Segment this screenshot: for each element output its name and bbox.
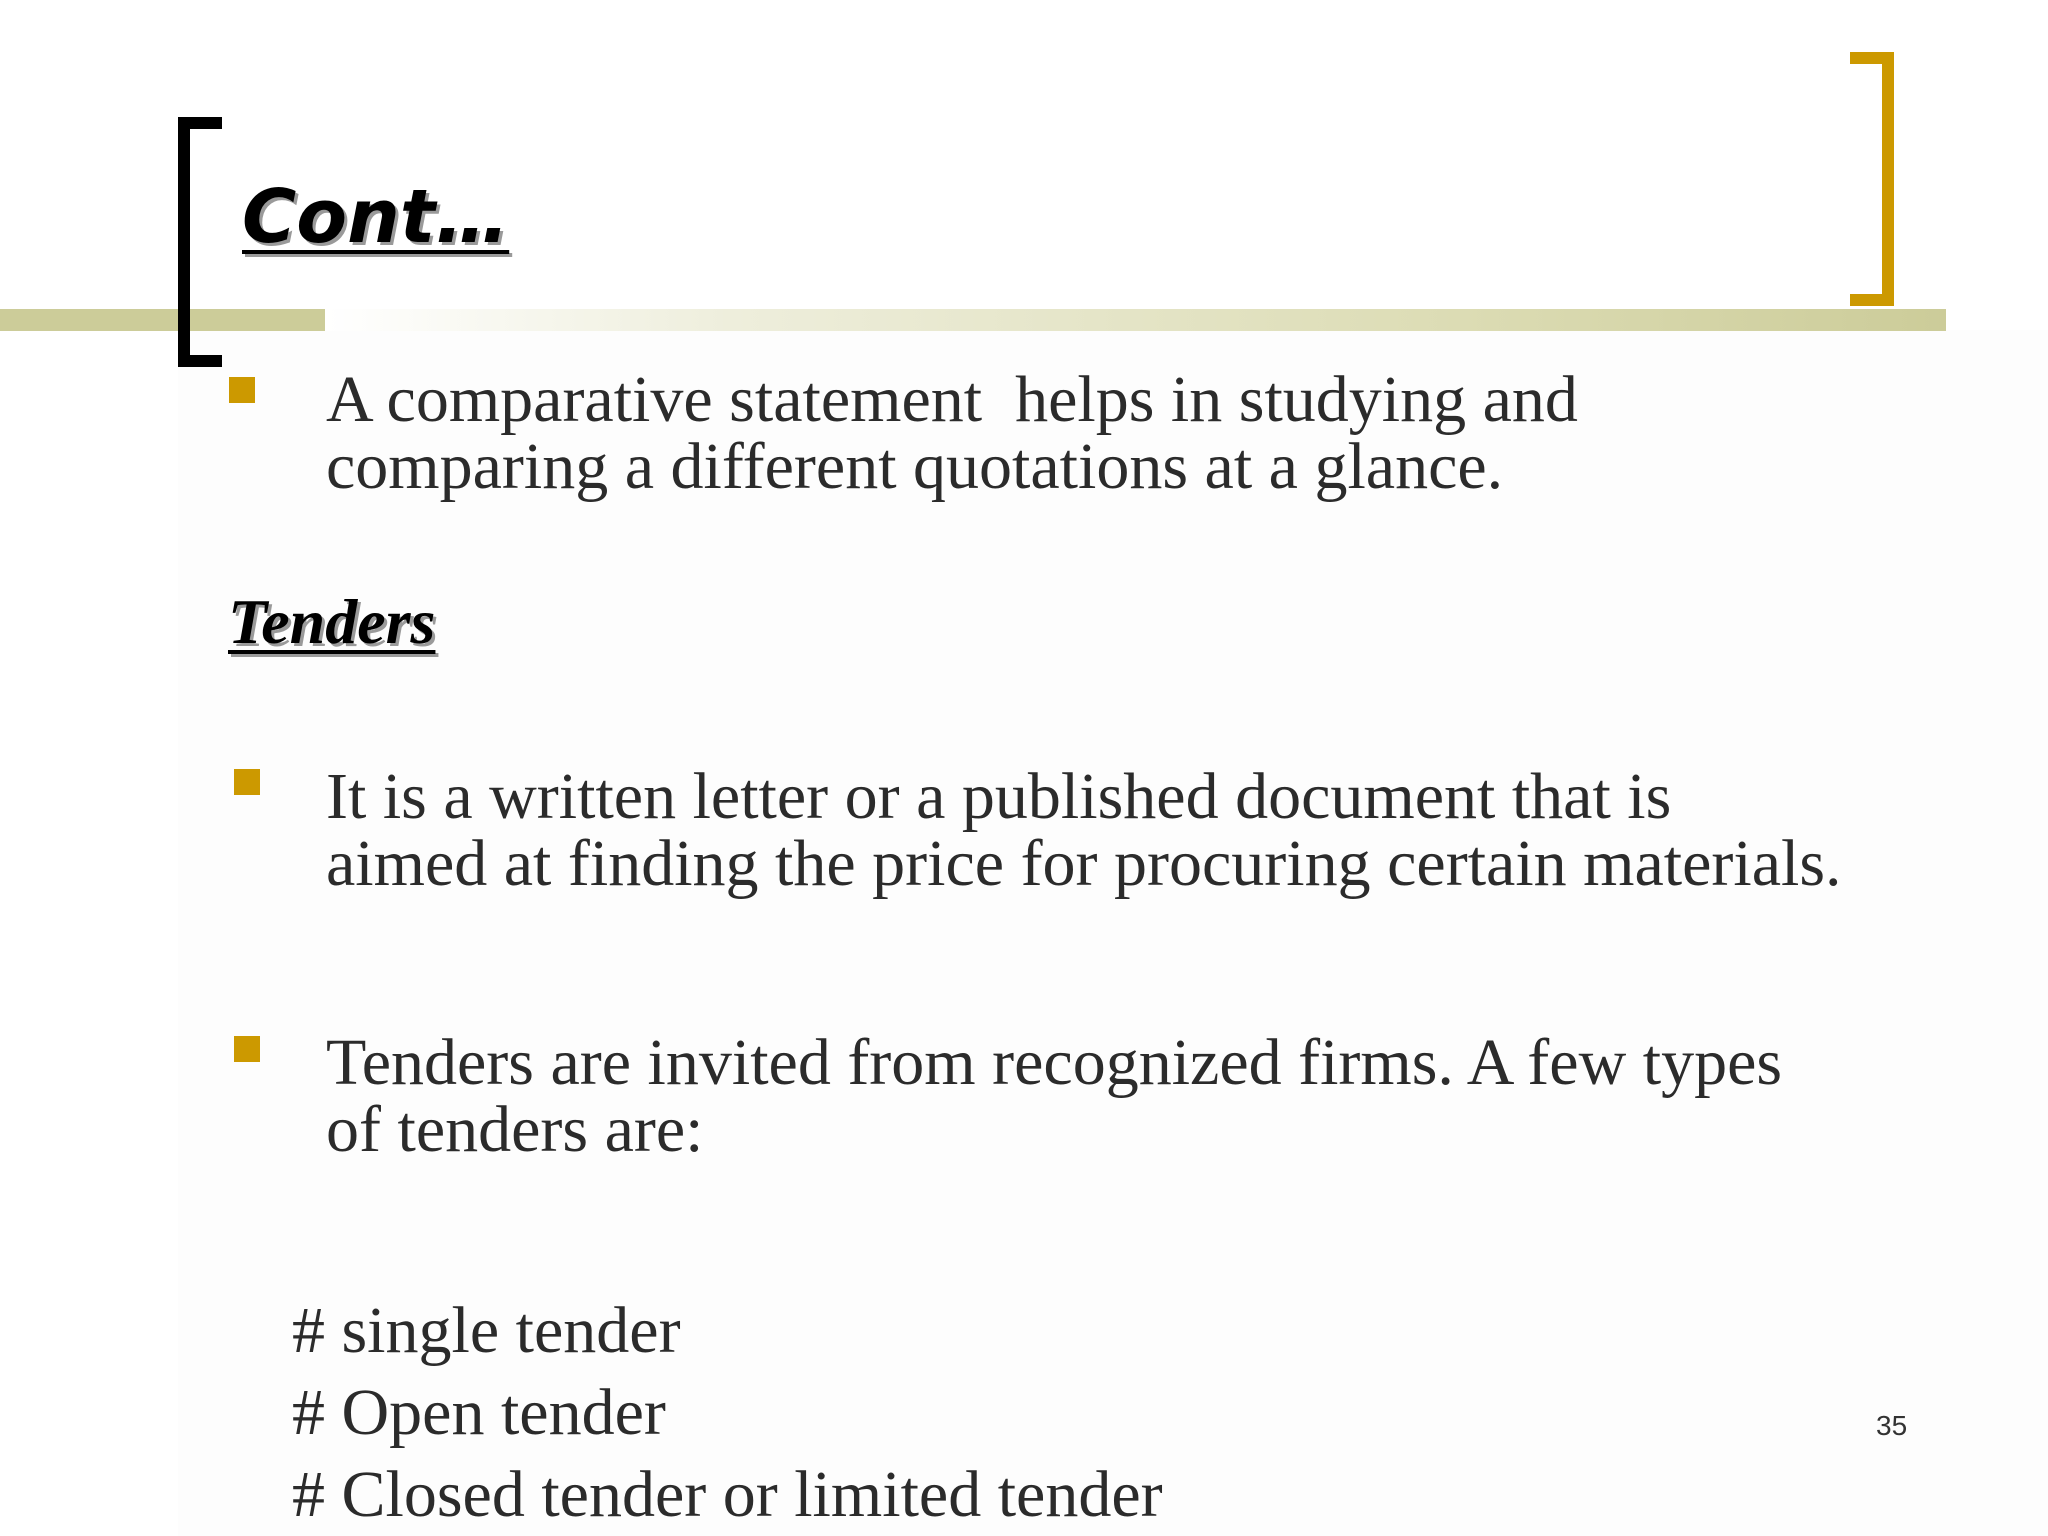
tender-types-list [292,1290,1163,1536]
square-bullet-icon [234,1036,260,1062]
left-bracket-decoration [178,117,222,367]
slide-title: Cont… [242,174,510,260]
title-band-left [0,309,325,331]
bullet-text-tender-invitation: Tenders are invited from recognized firms. A few types of tenders are: [326,1026,1783,1166]
right-bracket-decoration [1850,52,1894,306]
square-bullet-icon [229,377,255,403]
square-bullet-icon [234,769,260,795]
list-item-single-tender: # single tender [292,1294,681,1367]
list-item-open-tender: # Open tender [292,1376,666,1449]
list-item-closed-tender: # Closed tender or limited tender [292,1458,1163,1531]
section-heading-tenders: Tenders [228,586,436,657]
bullet-text-tender-definition: It is a written letter or a published document that is aimed at finding the price for procuring certain materials. [326,760,1842,900]
page-number: 35 [1876,1410,1908,1441]
title-band-right [325,309,1946,331]
bullet-text-comparative-statement: A comparative statement helps in studying and comparing a different quotations at a glance. [326,363,1578,503]
